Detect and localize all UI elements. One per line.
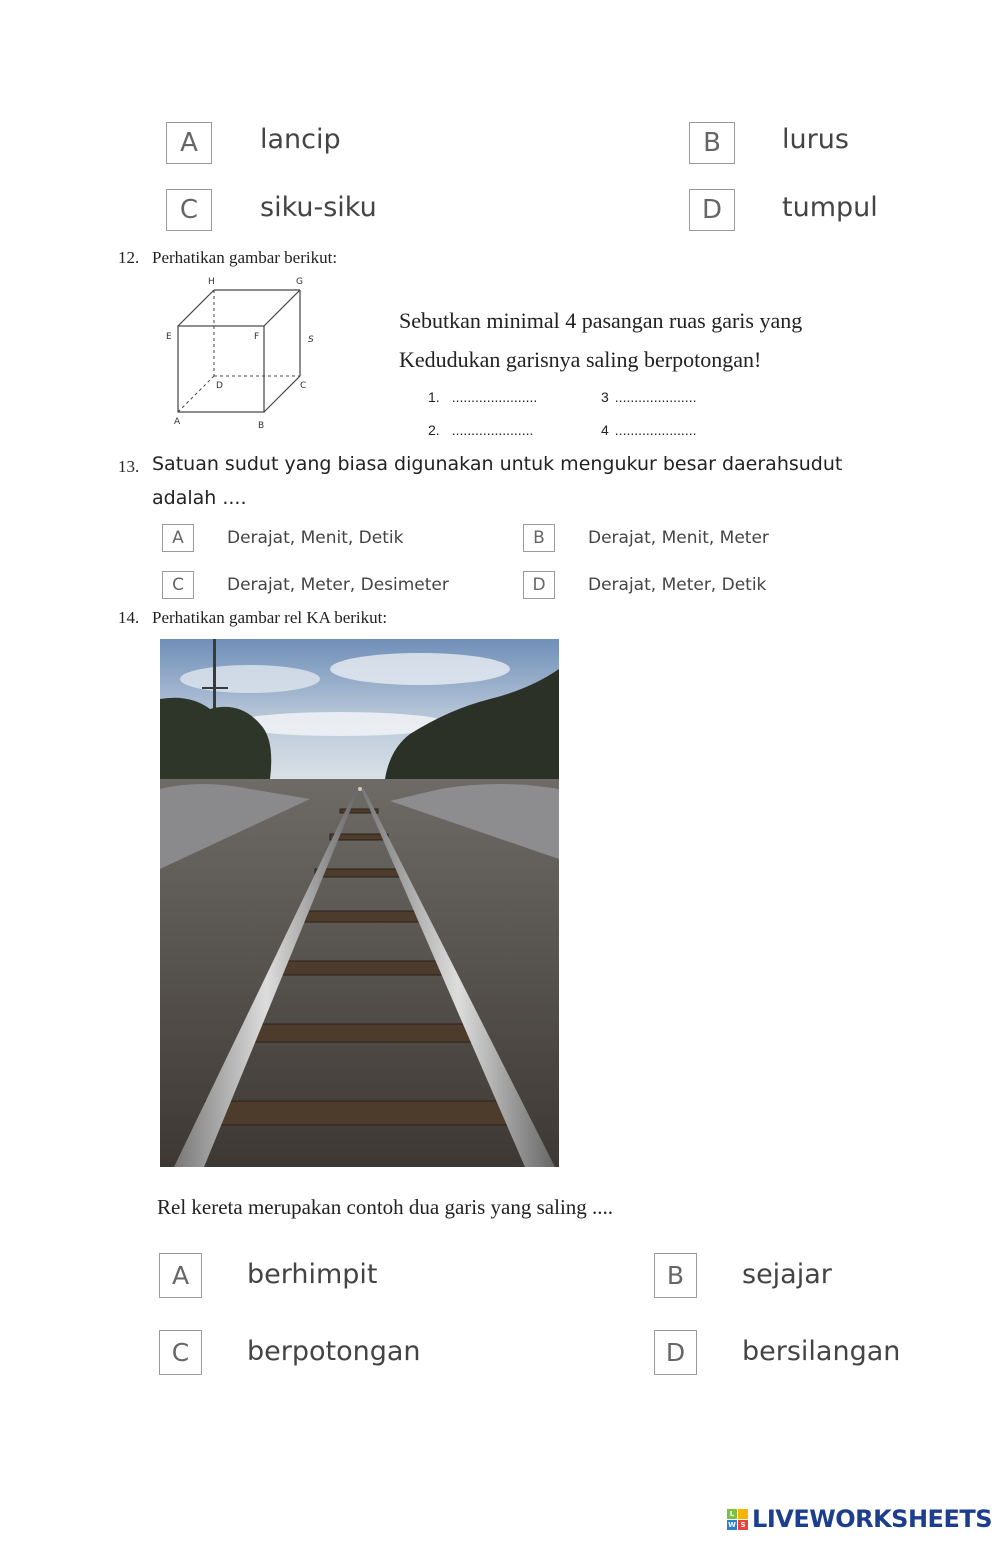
- option-letter: A: [172, 528, 184, 548]
- question-prompt: Perhatikan gambar rel KA berikut:: [152, 608, 388, 627]
- cube-label-b: B: [258, 421, 265, 431]
- instruction-line-1: Sebutkan minimal 4 pasangan ruas garis yang: [399, 308, 803, 333]
- option-letter: A: [171, 1261, 190, 1290]
- cube-label-c: C: [300, 381, 307, 391]
- option-box-b[interactable]: [523, 524, 555, 552]
- option-letter: C: [171, 1338, 190, 1367]
- blank-dots: .....................: [451, 422, 534, 438]
- instruction-line-2: Kedudukan garisnya saling berpotongan!: [399, 347, 762, 372]
- option-box-d[interactable]: [523, 571, 555, 599]
- answer-blank-2[interactable]: [428, 422, 533, 438]
- option-box-c[interactable]: [159, 1330, 202, 1375]
- blank-dots: ......................: [451, 389, 538, 405]
- option-box-d[interactable]: [689, 189, 735, 231]
- option-box-c[interactable]: [166, 189, 212, 231]
- option-box-c[interactable]: [162, 571, 194, 599]
- liveworksheets-logo[interactable]: [727, 1505, 992, 1533]
- option-text-b: Derajat, Menit, Meter: [588, 528, 769, 548]
- question-prompt-line-2: adalah ....: [152, 487, 247, 509]
- cube-label-h: H: [208, 277, 215, 287]
- question-number: 14.: [118, 608, 140, 627]
- blank-label: 3: [601, 389, 609, 405]
- option-letter: D: [701, 195, 723, 225]
- question-number: 12.: [118, 248, 140, 267]
- option-box-d[interactable]: [654, 1330, 697, 1375]
- option-letter: A: [180, 128, 198, 158]
- logo-text: LIVEWORKSHEETS: [752, 1505, 992, 1533]
- option-letter: C: [172, 575, 184, 595]
- option-text-b: lurus: [782, 124, 849, 155]
- option-text-d: bersilangan: [742, 1336, 901, 1367]
- logo-tile: S: [738, 1520, 748, 1530]
- logo-tiles-icon: [727, 1509, 748, 1530]
- cube-label-s: S: [308, 335, 314, 345]
- question-number: 13.: [118, 457, 140, 476]
- option-box-a[interactable]: [159, 1253, 202, 1298]
- logo-tile: L: [727, 1509, 737, 1519]
- blank-dots: .....................: [614, 389, 697, 405]
- cube-label-f: F: [254, 332, 260, 342]
- option-text-a: Derajat, Menit, Detik: [227, 528, 404, 548]
- option-text-c: Derajat, Meter, Desimeter: [227, 575, 449, 595]
- cube-label-e: E: [166, 332, 172, 342]
- cube-label-d: D: [216, 381, 223, 391]
- answer-blank-1[interactable]: [428, 389, 537, 405]
- railway-track-photo: [160, 639, 559, 1167]
- option-text-a: lancip: [260, 124, 341, 155]
- question-text: Rel kereta merupakan contoh dua garis yang saling ....: [157, 1195, 614, 1219]
- question-prompt-line-1: Satuan sudut yang biasa digunakan untuk mengukur besar daerahsudut: [152, 453, 843, 475]
- option-letter: C: [179, 195, 199, 225]
- cube-label-g: G: [296, 277, 303, 287]
- cube-diagram: [160, 272, 330, 434]
- option-box-b[interactable]: [689, 122, 735, 164]
- option-letter: D: [532, 575, 546, 595]
- answer-blank-4[interactable]: [601, 422, 696, 438]
- answer-blank-3[interactable]: [601, 389, 696, 405]
- option-text-d: Derajat, Meter, Detik: [588, 575, 767, 595]
- logo-tile: W: [728, 1520, 736, 1529]
- option-letter: B: [703, 128, 721, 158]
- option-box-b[interactable]: [654, 1253, 697, 1298]
- question-prompt: Perhatikan gambar berikut:: [152, 248, 338, 267]
- option-box-a[interactable]: [166, 122, 212, 164]
- option-text-c: siku-siku: [260, 192, 377, 223]
- option-text-a: berhimpit: [247, 1259, 378, 1290]
- option-letter: B: [666, 1261, 685, 1290]
- option-text-b: sejajar: [742, 1259, 832, 1290]
- blank-label: 2.: [428, 422, 440, 438]
- blank-label: 1.: [428, 389, 440, 405]
- option-text-d: tumpul: [782, 192, 878, 223]
- option-text-c: berpotongan: [247, 1336, 421, 1367]
- option-letter: B: [533, 528, 545, 548]
- option-letter: D: [665, 1338, 686, 1367]
- blank-dots: .....................: [614, 422, 697, 438]
- option-box-a[interactable]: [162, 524, 194, 552]
- blank-label: 4: [601, 422, 609, 438]
- cube-label-a: A: [174, 417, 181, 427]
